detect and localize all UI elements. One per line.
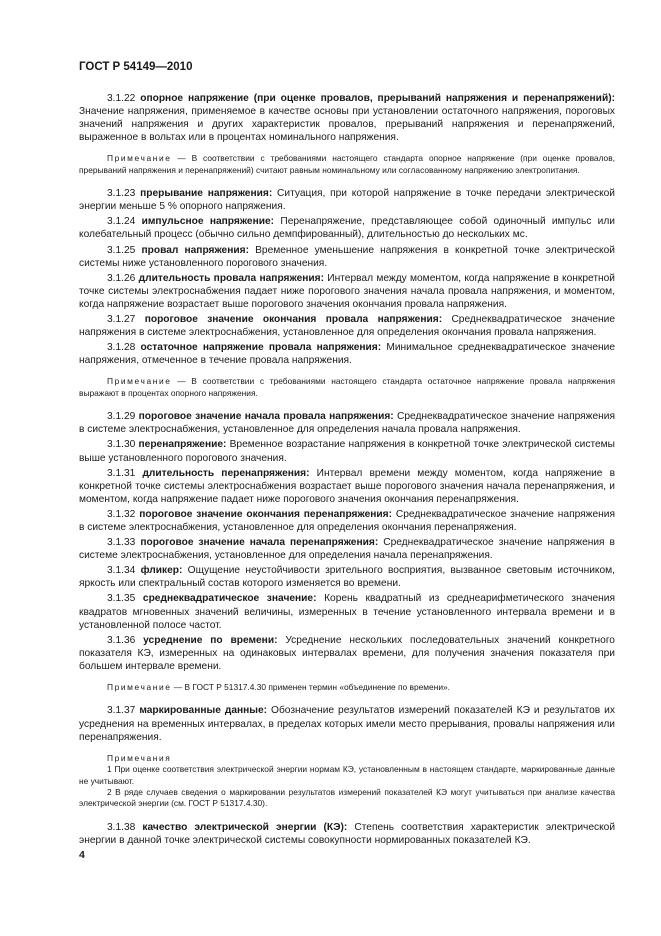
term-number: 3.1.23	[107, 188, 136, 200]
note-item: 2 В ряде случаев сведения о маркировании результатов измерений показателей КЭ могут учитываться при анализе качества электрической энергии (см. ГОСТ Р 51317.4.30).	[79, 786, 615, 809]
term-name: остаточное напряжение провала напряжения:	[140, 342, 382, 354]
note-item: 1 При оценке соответствия электрической энергии нормам КЭ, установленным в настоящем стандарте, маркированные данные не учитывают.	[79, 764, 615, 786]
term-definition	[79, 634, 615, 673]
note-text: — В соответствии с требованиями настоящего стандарта опорное напряжение (при оценке провалов, прерываний напряжения и перенапряжений) считают равным номинальному или согласованному напряжению электропитания.	[79, 153, 615, 175]
note	[79, 682, 615, 693]
term-text: Среднеквадратическое значение напряжения в системе электроснабжения, установленное для определения начала перенапряжения.	[79, 537, 615, 562]
term-text: Ситуация, при которой напряжение в точке передачи электрической энергии меньше 5 % опорного напряжения.	[79, 188, 615, 213]
term-definition	[79, 592, 615, 631]
term-definition	[79, 508, 615, 534]
term-text: Временное возрастание напряжения в конкретной точке электрической системы выше установленного порогового значения.	[79, 439, 615, 464]
term-text: Степень соответствия характеристик электрической энергии в данной точке электрической системы совокупности нормированных показателей КЭ.	[79, 821, 616, 846]
term-name: пороговое значение окончания провала напряжения:	[144, 314, 443, 326]
term-number: 3.1.24	[107, 216, 136, 228]
term-definition	[79, 187, 615, 213]
term-number: 3.1.29	[107, 411, 136, 423]
term-definition	[79, 704, 615, 743]
term-number: 3.1.34	[107, 565, 136, 577]
term-definition	[79, 438, 615, 464]
term-number: 3.1.22	[107, 93, 136, 104]
term-name: среднеквадратическое значение:	[142, 593, 317, 605]
term-name: провал напряжения:	[141, 244, 249, 256]
term-number: 3.1.32	[107, 508, 136, 520]
term-definition	[79, 272, 615, 311]
term-definition	[79, 821, 615, 847]
term-text: Корень квадратный из среднеарифметического значения квадратов мгновенных значений величины, измеренных в течение установленного интервала времени и в установленной полосе частот.	[79, 593, 615, 631]
term-name: длительность провала напряжения:	[138, 272, 324, 284]
term-definition	[79, 536, 615, 562]
term-number: 3.1.27	[107, 314, 136, 326]
term-definition	[79, 92, 615, 144]
term-number: 3.1.36	[107, 634, 136, 646]
notes-label: Примечания	[107, 752, 172, 763]
term-text: Интервал времени между моментом, когда напряжение в конкретной точке системы электроснабжения возрастает выше порогового значения начала перенапряжения, и моментом, когда напряжение падает ниже порогового значения окончания перенапряжения.	[79, 467, 615, 505]
term-name: перенапряжение:	[138, 439, 227, 451]
note	[79, 376, 615, 399]
term-text: Минимальное среднеквадратическое значение напряжения, отмеченное в течение провала напряжения.	[79, 342, 615, 367]
term-number: 3.1.30	[107, 439, 136, 451]
term-number: 3.1.31	[107, 467, 136, 479]
note-text: — В ГОСТ Р 51317.4.30 применен термин «объединение по времени».	[171, 682, 451, 692]
term-number: 3.1.25	[107, 244, 136, 256]
term-text: Среднеквадратическое значение напряжения в системе электроснабжения, установленное для определения начала провала напряжения.	[79, 411, 615, 436]
term-number: 3.1.28	[107, 342, 136, 354]
term-name: пороговое значение начала перенапряжения:	[140, 537, 379, 549]
document-body	[79, 92, 615, 849]
term-text: Временное уменьшение напряжения в конкретной точке электрической системы ниже установленного порогового значения.	[79, 244, 615, 269]
term-number: 3.1.38	[107, 821, 136, 833]
term-text: Значение напряжения, применяемое в качестве основы при установлении остаточного напряжения, пороговых значений напряжения и других характеристик провалов, прерываний напряжения и перенапряжений, выраженное в вольтах или в процентах номинального напряжения.	[79, 106, 615, 144]
term-number: 3.1.33	[107, 537, 136, 549]
term-number: 3.1.26	[107, 272, 136, 284]
notes-block	[79, 753, 615, 810]
term-definition	[79, 467, 615, 506]
term-text: Обозначение результатов измерений показателей КЭ и результатов их усреднения на временных интервалах, в пределах которых имели место прерывания, провалы напряжения или перенапряжения.	[79, 705, 615, 743]
note-text: — В соответствии с требованиями настоящего стандарта остаточное напряжение провала напряжения выражают в процентах опорного напряжения.	[79, 376, 615, 398]
page-number: 4	[79, 849, 85, 861]
term-name: качество электрической энергии (КЭ):	[142, 821, 348, 833]
term-definition	[79, 410, 615, 436]
term-name: фликер:	[140, 565, 183, 577]
term-definition	[79, 215, 615, 241]
note-label: Примечание	[107, 153, 172, 164]
term-name: пороговое значение начала провала напряжения:	[138, 411, 394, 423]
note	[79, 153, 615, 176]
term-text: Интервал между моментом, когда напряжение в конкретной точке системы электроснабжения падает ниже порогового значения начала провала напряжения, и моментом, когда напряжение возрастает выше порогового значения окончания провала напряжения.	[79, 272, 615, 310]
term-name: пороговое значение окончания перенапряжения:	[139, 508, 392, 520]
term-text: Ощущение неустойчивости зрительного восприятия, вызванное световым источником, яркость или спектральный состав которого изменяется во времени.	[79, 565, 615, 590]
term-text: Среднеквадратическое значение напряжения в системе электроснабжения, установленное для определения окончания провала напряжения.	[79, 314, 615, 339]
term-text: Усреднение нескольких последовательных значений конкретного показателя КЭ, измеренных на одинаковых интервалах времени, для получения значения показателя при большем интервале времени.	[79, 634, 615, 672]
note-label: Примечание	[107, 376, 172, 387]
term-number: 3.1.37	[107, 705, 136, 717]
term-name: прерывание напряжения:	[140, 188, 273, 200]
term-name: импульсное напряжение:	[141, 216, 275, 228]
term-definition	[79, 341, 615, 367]
term-name: усреднение по времени:	[143, 634, 278, 646]
term-definition	[79, 564, 615, 590]
term-text: Перенапряжение, представляющее собой одиночный импульс или колебательный процесс (обычно сильно демпфированный), длительностью до нескольких мс.	[79, 216, 615, 241]
note-label: Примечание	[107, 682, 172, 692]
term-name: опорное напряжение (при оценке провалов, прерываний напряжения и перенапряжений):	[140, 93, 615, 104]
term-number: 3.1.35	[107, 593, 136, 605]
term-name: длительность перенапряжения:	[142, 467, 310, 479]
term-definition	[79, 244, 615, 270]
term-text: Среднеквадратическое значение напряжения в системе электроснабжения, установленное для определения окончания перенапряжения.	[79, 508, 615, 533]
term-name: маркированные данные:	[139, 705, 268, 717]
document-header: ГОСТ Р 54149—2010	[79, 61, 193, 73]
term-definition	[79, 313, 615, 339]
